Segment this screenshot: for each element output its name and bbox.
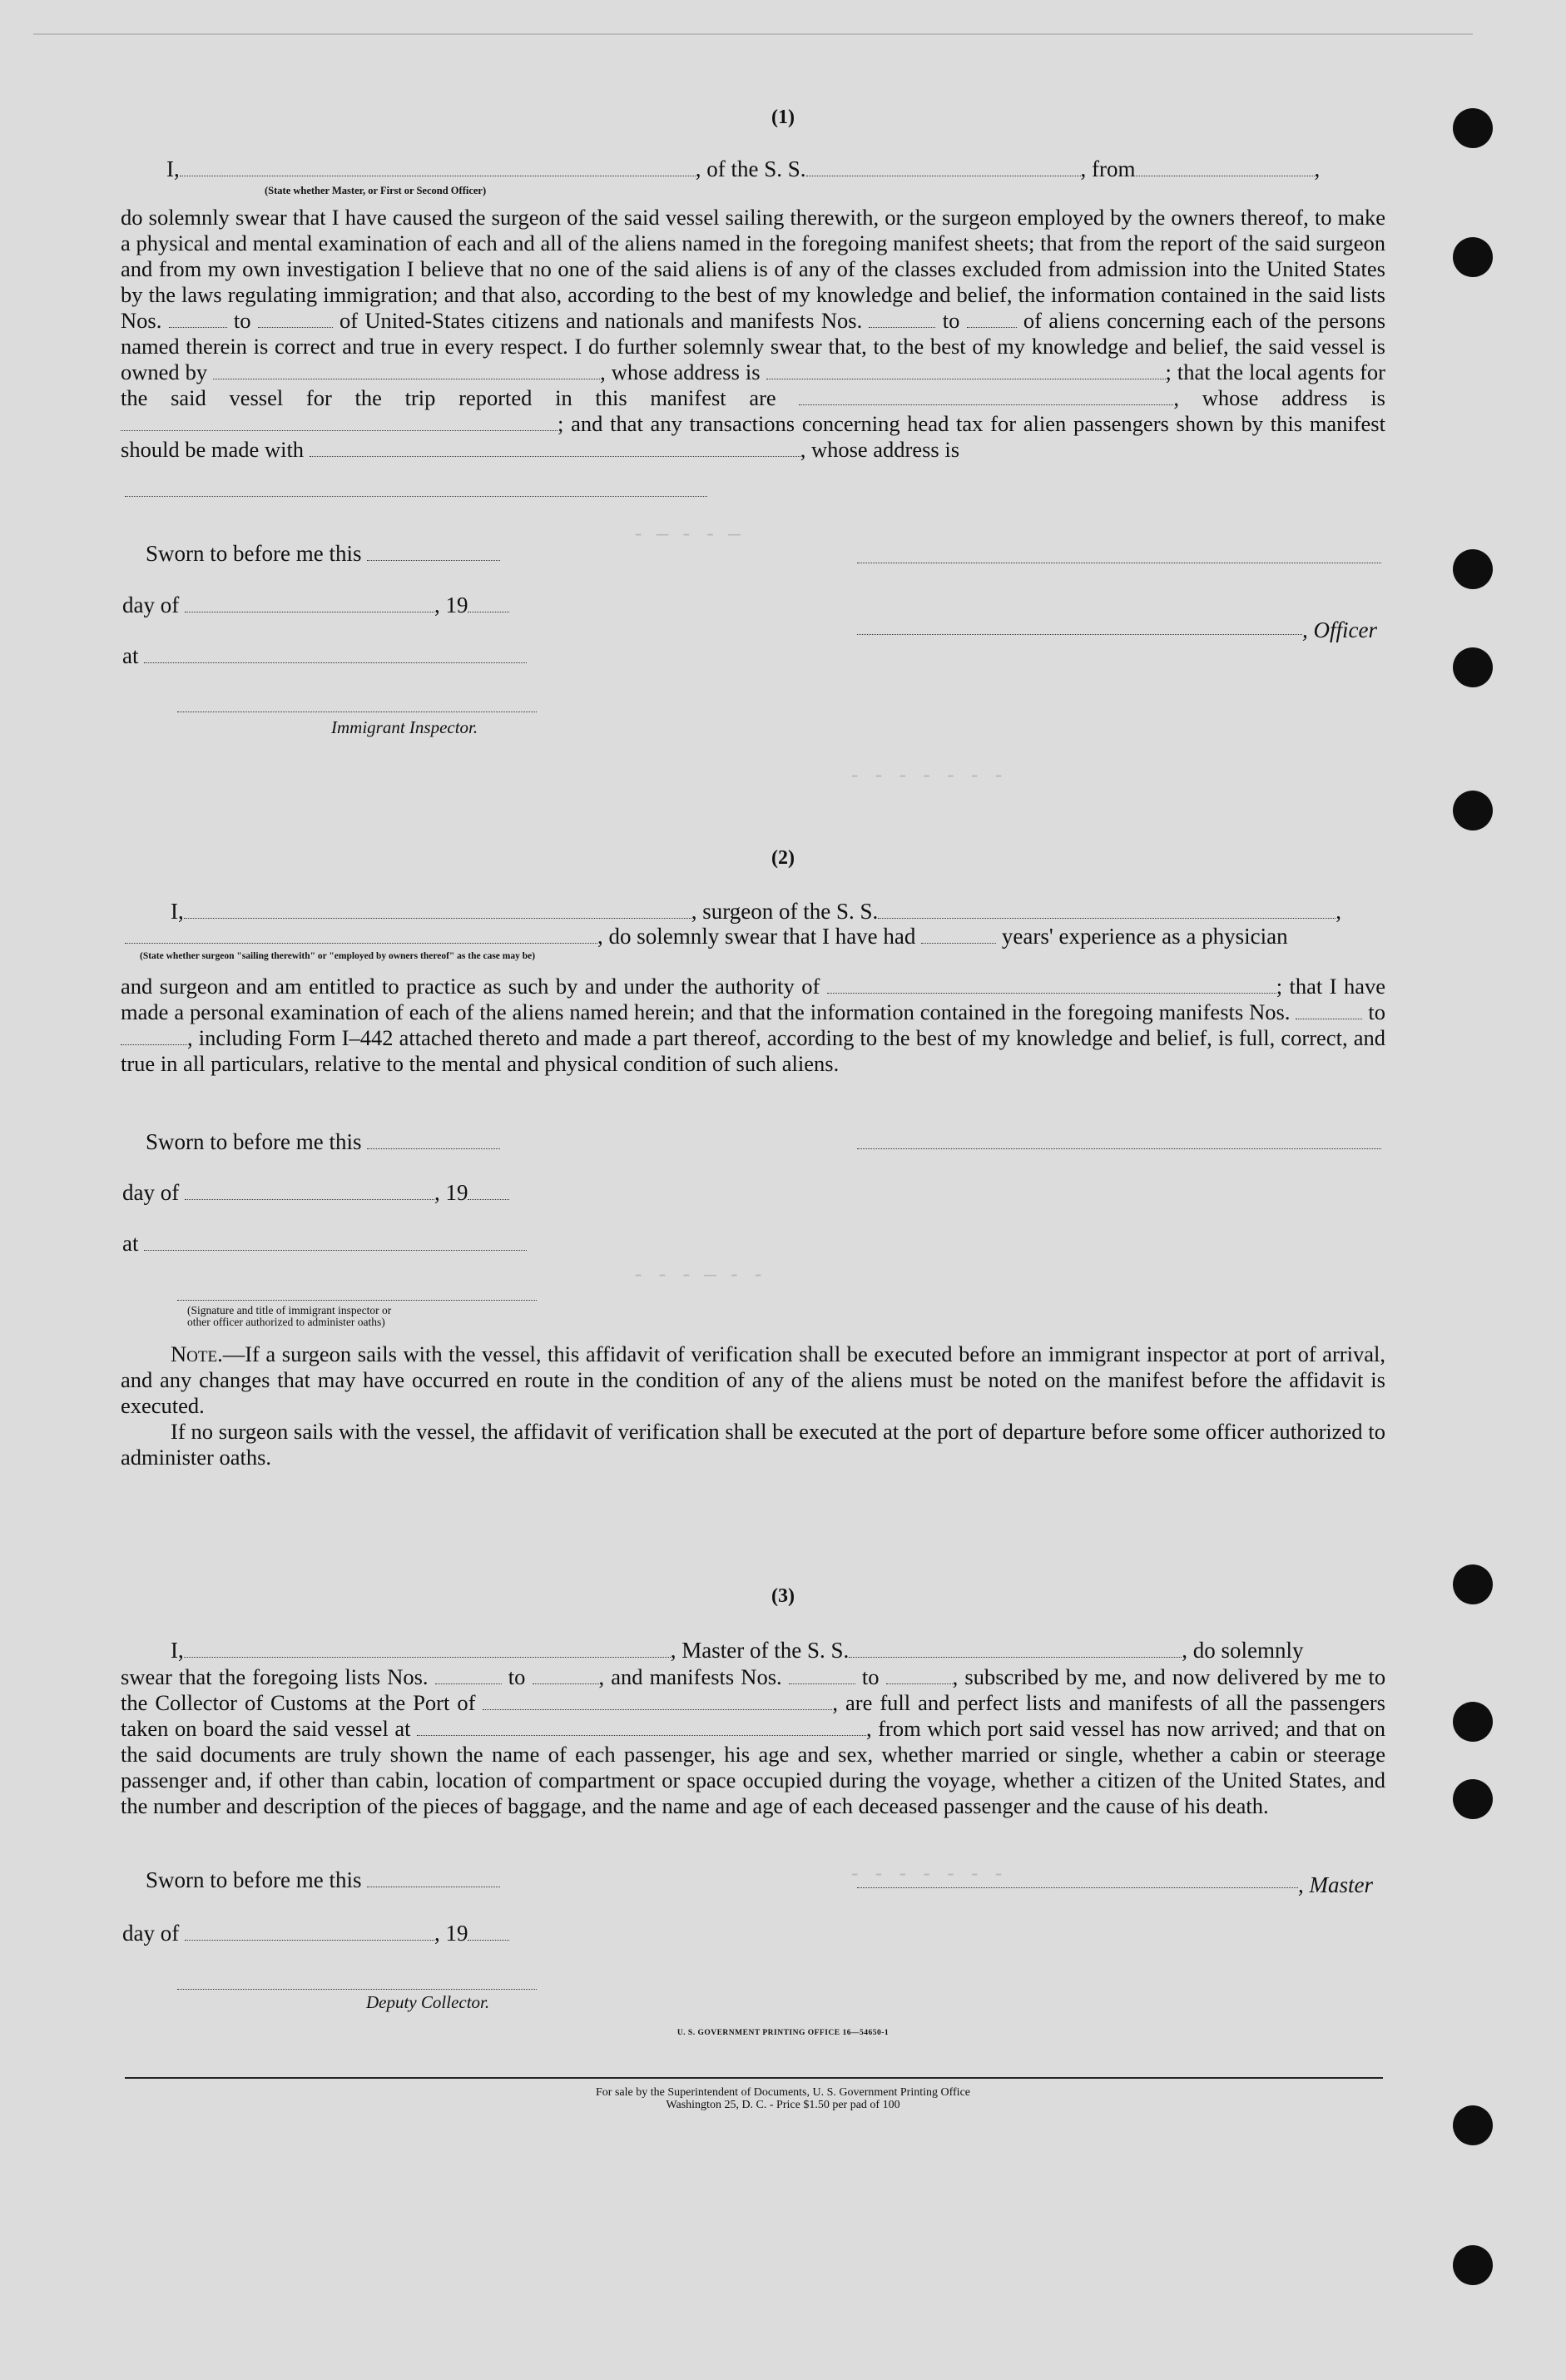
manifest-no-to-field[interactable] — [886, 1665, 953, 1684]
vessel-name-field-3[interactable] — [849, 1639, 1182, 1658]
master-affidavit-text — [121, 205, 1385, 463]
body-text: , subscribed by me, and now delivered by me to the Collector of Customs at the Port of — [121, 1664, 1386, 1715]
field-note: (State whether Master, or First or Second Officer) — [265, 185, 487, 196]
local-agents-field[interactable] — [799, 386, 1173, 405]
label-text: years' experience as a physician — [1001, 924, 1288, 949]
label-text: , — [1336, 899, 1342, 924]
body-text: , from which port said vessel has now arrived; and that on the said documents are truly shown the name of each passenger, his age and sex, whether married or single, whether a cabin or steerage passenger and, if other than cabin, location of compartment or space occupied during the voyage, whether a citizen of the United States, and the number and description of the pieces of baggage, and the name and age of each deceased passenger and the cause of his death. — [121, 1716, 1386, 1818]
month-field[interactable] — [185, 593, 434, 612]
label-text: Sworn to before me this — [146, 1129, 362, 1154]
body-text: of aliens concerning each of the persons named therein is correct and true in every respect. I do further solemnly swear that, to the best of my knowledge and belief, the said vessel is owned by — [121, 308, 1386, 384]
body-text: , and manifests Nos. — [598, 1664, 782, 1689]
note-text — [121, 1341, 1385, 1470]
binder-hole — [1453, 2245, 1493, 2285]
manifest-no-from-field[interactable] — [789, 1665, 855, 1684]
body-text: ; that the local agents for the said vessel for the trip reported in this manifest are — [121, 359, 1386, 410]
month-field[interactable] — [185, 1181, 434, 1200]
label-text: day of — [122, 1180, 180, 1205]
master-line-1 — [171, 1638, 1303, 1664]
manifest-no-from-field[interactable] — [1296, 1000, 1362, 1019]
body-text: to — [861, 1664, 880, 1689]
surgeon-affidavit-text — [121, 974, 1385, 1077]
body-text: of United-States citizens and nationals and manifests Nos. — [339, 308, 863, 333]
body-text: to — [942, 308, 960, 333]
footer-rule — [125, 2077, 1383, 2079]
bleed-through-mark: - - - - - - - — [849, 766, 1005, 788]
signature-note — [187, 1305, 391, 1328]
printing-office-line: U. S. GOVERNMENT PRINTING OFFICE 16—54650-1 — [676, 2029, 890, 2037]
note-label: Note. — [171, 1341, 223, 1366]
owner-address-field[interactable] — [766, 360, 1166, 379]
master-affidavit-text-3 — [121, 1664, 1385, 1819]
label-text: , 19 — [434, 593, 468, 617]
label-text: (Signature and title of immigrant inspector or — [187, 1304, 392, 1316]
month-field[interactable] — [185, 1921, 434, 1941]
deputy-caption: Deputy Collector. — [366, 1992, 490, 2012]
label-text: I, — [166, 156, 180, 181]
binder-hole — [1453, 237, 1493, 277]
label-text: , from — [1080, 156, 1136, 181]
place-field[interactable] — [144, 1232, 527, 1251]
label-text: I, — [171, 899, 184, 924]
label-text: I, — [171, 1638, 184, 1663]
binder-hole — [1453, 791, 1493, 831]
sworn-line — [146, 541, 500, 567]
body-text: , whose address is — [1173, 385, 1385, 410]
departure-port-field[interactable] — [1136, 157, 1315, 176]
day-of-line — [122, 593, 509, 618]
label-text: , surgeon of the S. S. — [691, 899, 879, 924]
sworn-day-field[interactable] — [367, 1868, 500, 1887]
body-text: , including Form I–442 attached thereto and made a part thereof, according to the best of my knowledge and belief, is full, correct, and true in all particulars, relative to the mental and physical condition of such aliens. — [121, 1025, 1385, 1076]
body-text: , whose address is — [600, 359, 761, 384]
label-text: , do solemnly — [1182, 1638, 1304, 1663]
binder-hole — [1453, 647, 1493, 687]
at-line — [122, 643, 527, 669]
field-note: (State whether surgeon "sailing therewith" or "employed by owners thereof" as the case may be) — [140, 951, 536, 961]
officer-signature-line-2[interactable] — [857, 634, 1302, 635]
year-field[interactable] — [468, 1181, 509, 1200]
label-text: , 19 — [434, 1921, 468, 1946]
binder-hole — [1453, 549, 1493, 589]
master-name-field[interactable] — [184, 1639, 671, 1658]
body-text: to — [1368, 999, 1386, 1024]
list-no-from-field[interactable] — [169, 309, 227, 328]
body-text: ; that I have made a personal examination of each of the aliens named herein; and that the information contained in the foregoing manifests Nos. — [121, 974, 1386, 1024]
section-number: (1) — [771, 107, 795, 128]
footer-text — [0, 2086, 1566, 2111]
contact-address-line[interactable] — [125, 496, 707, 497]
label-text: Sworn to before me this — [146, 541, 362, 566]
master-signature-line[interactable] — [857, 1887, 1298, 1888]
arrival-port-field[interactable] — [483, 1691, 832, 1710]
bleed-through-mark: - — - - — — [632, 524, 741, 547]
sworn-line — [146, 1867, 500, 1893]
place-field[interactable] — [144, 644, 527, 663]
page-top-edge — [33, 33, 1473, 35]
agents-address-field[interactable] — [121, 412, 558, 431]
body-text: If no surgeon sails with the vessel, the affidavit of verification shall be executed at the port of departure before some officer authorized to administer oaths. — [121, 1419, 1385, 1470]
inspector-caption: Immigrant Inspector. — [331, 717, 478, 737]
day-of-line — [122, 1180, 509, 1206]
label-text: , do solemnly swear that I have had — [597, 924, 916, 949]
label-text: , of the S. S. — [695, 156, 806, 181]
year-field[interactable] — [468, 1921, 509, 1941]
sworn-day-field[interactable] — [367, 1130, 500, 1149]
surgeon-line-2 — [125, 924, 1288, 950]
bleed-through-mark: - - - — - - — [632, 1265, 765, 1287]
label-text: day of — [122, 593, 180, 617]
manifest-no-to-field[interactable] — [967, 309, 1017, 328]
officer-label: , Officer — [1302, 617, 1377, 642]
label-text: , 19 — [434, 1180, 468, 1205]
manifest-no-from-field[interactable] — [869, 309, 935, 328]
officer-name-field[interactable] — [180, 157, 696, 176]
label-text: Sworn to before me this — [146, 1867, 362, 1892]
body-text: do solemnly swear that I have caused the surgeon of the said vessel sailing therewith, or the surgeon employed by the owners thereof, to make a physical and mental examination of each and all of the aliens named in the foregoing manifest sheets; that from the report of the said surgeon and from my own investigation I believe that no one of the said aliens is of any of the classes excluded from admission into the United States by the laws regulating immigration; and that also, according to the best of my knowledge and belief, the information contained in the said lists Nos. — [121, 205, 1385, 333]
manifest-no-to-field[interactable] — [121, 1026, 187, 1045]
surgeon-name-field[interactable] — [184, 900, 691, 919]
body-text: , whose address is — [800, 437, 960, 462]
embark-port-field[interactable] — [417, 1717, 866, 1736]
master-oath-line — [166, 156, 1320, 182]
body-text: to — [508, 1664, 526, 1689]
authority-field[interactable] — [827, 974, 1276, 994]
year-field[interactable] — [468, 593, 509, 612]
body-text: , are full and perfect lists and manifests of all the passengers taken on board the said vessel at — [121, 1690, 1385, 1741]
body-text: to — [233, 308, 251, 333]
years-experience-field[interactable] — [921, 925, 996, 944]
bleed-through-mark: - - - - - - - — [849, 1864, 1005, 1887]
at-line — [122, 1231, 527, 1257]
body-text: and surgeon and am entitled to practice as such by and under the authority of — [121, 974, 820, 999]
vessel-owner-field[interactable] — [213, 360, 600, 379]
section-number: (2) — [771, 847, 795, 869]
collector-signature-line[interactable] — [177, 1989, 537, 1990]
binder-hole — [1453, 2105, 1493, 2145]
section-number: (3) — [771, 1585, 795, 1607]
inspector-signature-line[interactable] — [177, 1300, 537, 1301]
vessel-name-field[interactable] — [806, 157, 1081, 176]
list-no-to-field[interactable] — [533, 1665, 599, 1684]
binder-hole — [1453, 1779, 1493, 1819]
surgeon-status-field[interactable] — [125, 925, 597, 944]
body-text: swear that the foregoing lists Nos. — [121, 1664, 429, 1689]
surgeon-signature-line[interactable] — [857, 1148, 1381, 1149]
master-label: , Master — [1298, 1872, 1373, 1897]
head-tax-contact-field[interactable] — [310, 438, 800, 457]
vessel-name-field-2[interactable] — [878, 900, 1336, 919]
label-text: at — [122, 1231, 139, 1256]
body-text: ; and that any transactions concerning head tax for alien passengers shown by this manifest should be made with — [121, 411, 1385, 462]
surgeon-line-1 — [171, 899, 1341, 925]
sworn-day-field[interactable] — [367, 542, 500, 561]
list-no-to-field[interactable] — [258, 309, 333, 328]
label-text: at — [122, 643, 139, 668]
label-text: , — [1314, 156, 1321, 181]
day-of-line — [122, 1921, 509, 1946]
label-text: other officer authorized to administer oaths) — [187, 1316, 385, 1328]
label-text: day of — [122, 1921, 180, 1946]
label-text: , Master of the S. S. — [670, 1638, 850, 1663]
list-no-from-field[interactable] — [435, 1665, 502, 1684]
body-text: —If a surgeon sails with the vessel, this affidavit of verification shall be executed before an immigrant inspector at port of arrival, and any changes that may have occurred en route in the condition of any of the aliens must be noted on the manifest before the affidavit is executed. — [121, 1341, 1385, 1418]
sworn-line — [146, 1129, 500, 1155]
footer-line: For sale by the Superintendent of Documents, U. S. Government Printing Office — [596, 2086, 970, 2099]
footer-line: Washington 25, D. C. - Price $1.50 per pad of 100 — [666, 2099, 900, 2111]
binder-hole — [1453, 1702, 1493, 1742]
